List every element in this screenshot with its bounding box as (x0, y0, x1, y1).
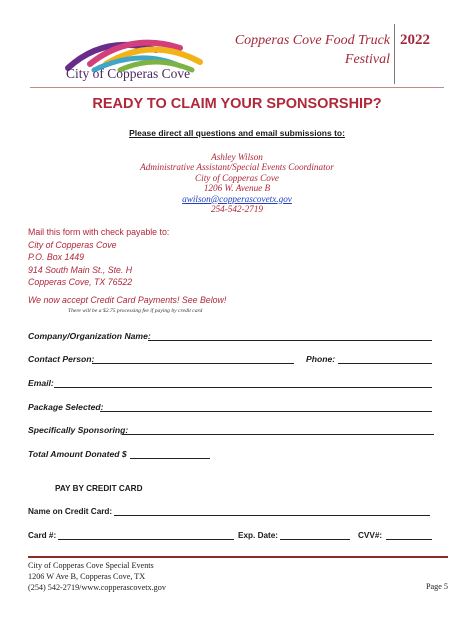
footer-line: 1206 W Ave B, Copperas Cove, TX (28, 572, 146, 581)
direct-note: Please direct all questions and email submissions to: (129, 128, 345, 138)
email-field[interactable] (54, 387, 432, 388)
card-number-field[interactable] (58, 539, 234, 540)
cvv-field[interactable] (386, 539, 432, 540)
card-name-field[interactable] (114, 515, 430, 516)
total-label: Total Amount Donated $ (28, 449, 127, 459)
exp-date-label: Exp. Date: (238, 531, 279, 540)
cvv-label: CVV#: (358, 531, 383, 540)
page-title: READY TO CLAIM YOUR SPONSORSHIP? (92, 96, 382, 112)
contact-org: City of Copperas Cove (195, 172, 279, 183)
company-label: Company/Organization Name: (28, 331, 151, 341)
mail-address-line: 914 South Main St., Ste. H (28, 264, 133, 275)
mail-address (28, 239, 132, 289)
company-field[interactable] (148, 340, 432, 341)
contact-role: Administrative Assistant/Special Events Coordinator (140, 162, 334, 173)
contact-phone: 254-542-2719 (210, 204, 264, 215)
contact-email-link[interactable]: awilson@copperascovetx.gov (182, 193, 292, 204)
header-rule (30, 87, 444, 88)
credit-card-note: We now accept Credit Card Payments! See Below! (28, 295, 227, 305)
card-number-label: Card #: (28, 531, 57, 540)
event-title-line2: Festival (344, 52, 390, 67)
card-name-label: Name on Credit Card: (28, 507, 113, 516)
contact-address: 1206 W. Avenue B (203, 183, 271, 194)
header-divider (394, 24, 395, 84)
mail-address-line: City of Copperas Cove (28, 240, 117, 250)
package-label: Package Selected: (28, 402, 104, 412)
contact-person-label: Contact Person: (28, 354, 95, 364)
mail-address-line: P.O. Box 1449 (28, 252, 85, 263)
event-year: 2022 (400, 32, 430, 48)
sponsoring-field[interactable] (122, 434, 434, 435)
total-field[interactable] (130, 458, 210, 459)
contact-block (0, 152, 474, 214)
mail-intro: Mail this form with check payable to: (28, 227, 170, 237)
event-title-line1: Copperas Cove Food Truck (234, 33, 390, 48)
contact-name: Ashley Wilson (211, 152, 263, 162)
mail-address-line: Copperas Cove, TX 76522 (28, 277, 133, 288)
page-number: Page 5 (425, 582, 448, 591)
phone-field[interactable] (338, 363, 432, 364)
email-label: Email: (28, 378, 54, 388)
sponsoring-label: Specifically Sponsoring: (28, 425, 129, 435)
phone-label: Phone: (306, 354, 336, 364)
footer-line: (254) 542-2719/www.copperascovetx.gov (28, 583, 166, 592)
footer (28, 560, 166, 593)
package-field[interactable] (100, 411, 432, 412)
contact-person-field[interactable] (92, 363, 294, 364)
footer-rule (28, 556, 448, 558)
credit-card-heading: PAY BY CREDIT CARD (55, 484, 143, 493)
processing-fee-note: There will be a $2.75 processing fee if paying by credit card (68, 308, 203, 314)
exp-date-field[interactable] (280, 539, 350, 540)
event-title (224, 31, 390, 69)
footer-line: City of Copperas Cove Special Events (28, 561, 154, 570)
logo-text: City of Copperas Cove (66, 66, 191, 81)
